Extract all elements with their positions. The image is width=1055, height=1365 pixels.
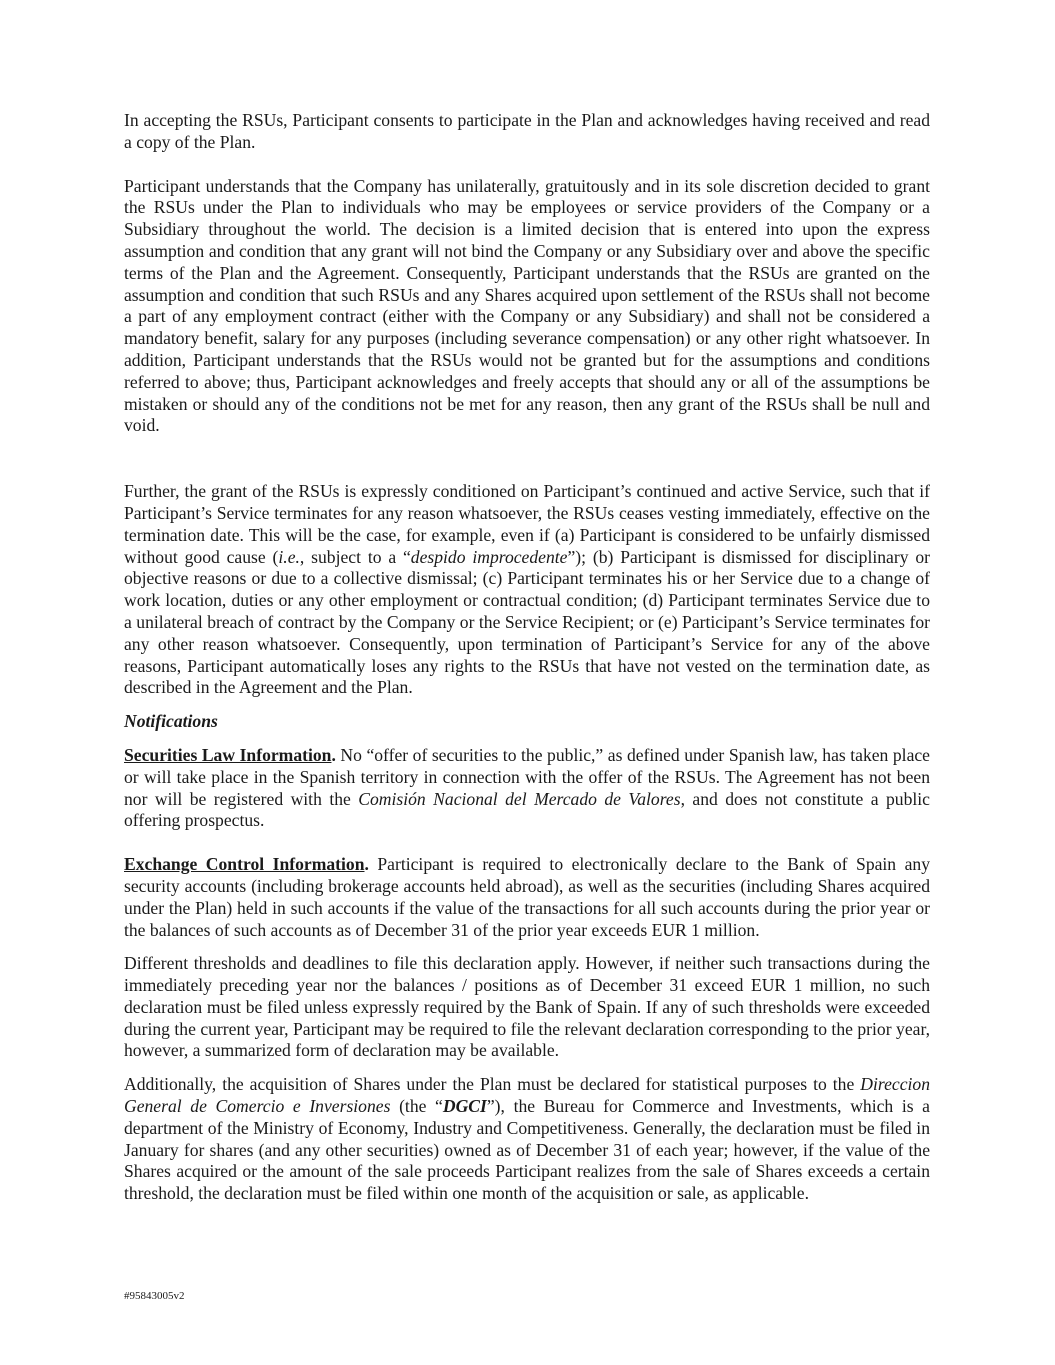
despido-term: despido improcedente [410,546,568,567]
dgci-text-a: Additionally, the acquisition of Shares under the Plan must be declared for statistical purposes to the [124,1074,861,1095]
termination-text-b: , subject to a “ [299,546,411,567]
dgci-abbreviation: DGCI [442,1096,487,1117]
cnmv-name: Comisión Nacional del Mercado de Valores [358,788,681,809]
dgci-text-c: ”), the Bureau for Commerce and Investments, which is a department of the Ministry of Economy, Industry and Competitiveness. Generally, the declaration must be filed in January for shares (and any other securities) owned as of December 31 of each year; however, if the value of the Shares acquired or the amount of the sale proceeds Participant realizes from the sale of Shares exceeds a certain threshold, the declaration must be filed within one month of the acquisition or sale, as applicable. [124,1096,930,1204]
ie-abbreviation: i.e. [278,546,300,567]
exchange-control-period: . [364,854,369,875]
paragraph-acceptance [124,110,930,154]
paragraph-dgci [124,1074,930,1205]
exchange-control-text: Participant is required to electronically declare to the Bank of Spain any security accounts (including brokerage accounts held abroad), as well as the securities (including Shares acquired under the Plan) held in such accounts if the value of the transactions for all such accounts during the prior year or the balances of such accounts as of December 31 of the prior year exceeds EUR 1 million. [124,854,931,940]
dgci-text-b: (the “ [390,1096,443,1117]
paragraph-thresholds-text: Different thresholds and deadlines to file this declaration apply. However, if neither such transactions during the immediately preceding year nor the balances / positions as of December 31 exceed EUR 1 million, no such declaration must be filed unless expressly required by the Bank of Spain. If any of such thresholds were exceeded during the current year, Participant may be required to file the relevant declaration corresponding to the prior year, however, a summarized form of declaration may be available. [124,953,930,1061]
securities-law-text-b: , and does not constitute a public offering prospectus. [124,788,930,831]
paragraph-termination [124,481,930,699]
paragraph-exchange-control [124,854,930,941]
paragraph-securities-law [124,745,930,832]
securities-law-text-a: No “offer of securities to the public,” as defined under Spanish law, has taken place or will take place in the Spanish territory in connection with the offer of the RSUs. The Agreement has not been nor will be registered with the [124,744,930,809]
termination-text-a: Further, the grant of the RSUs is expressly conditioned on Participant’s continued and active Service, such that if Participant’s Service terminates for any reason whatsoever, the RSUs ceases vesting immediately, effective on the termination date. This will be the case, for example, even if (a) Participant is considered to be unfairly dismissed without good cause ( [124,481,930,567]
notifications-heading: Notifications [124,711,218,732]
footer-doc-id: #95843005v2 [124,1290,185,1302]
paragraph-acceptance-text: In accepting the RSUs, Participant consents to participate in the Plan and acknowledges having received and read a copy of the Plan. [124,110,930,152]
termination-text-c: ”); (b) Participant is dismissed for disciplinary or objective reasons or due to a collective dismissal; (c) Participant terminates his or her Service due to a change of work location, duties or any other employment or contractual condition; (d) Participant terminates Service due to a unilateral breach of contract by the Company or the Service Recipient; or (e) Participant’s Service terminates for any other reason whatsoever. Consequently, upon termination of Participant’s Service for any of the above reasons, Participant automatically loses any rights to the RSUs that have not vested on the termination date, as described in the Agreement and the Plan. [124,546,930,698]
paragraph-discretionary-grant-text: Participant understands that the Company has unilaterally, gratuitously and in its sole discretion decided to grant the RSUs under the Plan to individuals who may be employees or service providers of the Company or a Subsidiary throughout the world. The decision is a limited decision that is entered into upon the express assumption and condition that any grant will not bind the Company or any Subsidiary over and above the specific terms of the Plan and the Agreement. Consequently, Participant understands that the RSUs are granted on the assumption and condition that such RSUs and any Shares acquired upon settlement of the RSUs shall not become a part of any employment contract (either with the Company or any Subsidiary) and shall not be considered a mandatory benefit, salary for any purposes (including severance compensation) or any other right whatsoever. In addition, Participant understands that the RSUs would not be granted but for the assumptions and conditions referred to above; thus, Participant acknowledges and freely accepts that should any or all of the assumptions be mistaken or should any of the conditions not be met for any reason, then any grant of the RSUs shall be null and void. [124,175,930,436]
document-body [124,110,930,1205]
exchange-control-title: Exchange Control Information [124,854,365,875]
paragraph-discretionary-grant [124,176,930,438]
securities-law-title: Securities Law Information [124,744,332,765]
securities-law-period: . [331,744,336,765]
dgci-full-name: Direccion General de Comercio e Inversiones [124,1074,930,1117]
paragraph-thresholds [124,953,930,1062]
